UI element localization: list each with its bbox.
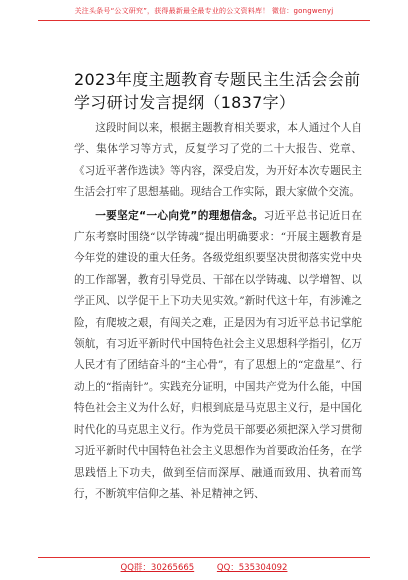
qq-group-link[interactable]: QQ群：30265665 [120, 563, 195, 573]
document-body [74, 118, 362, 505]
intro-paragraph: 这段时间以来，根据主题教育相关要求，本人通过个人自学、集体学习等方式，反复学习了党的二十大报告、党章、《习近平著作选读》等内容，深受启发，为开好本次专题民主生活会打牢了思想基础。现结合工作实际，跟大家做个交流。 [74, 122, 362, 199]
header-divider [38, 20, 370, 21]
section-1-paragraph [74, 206, 362, 506]
section-1-text: 习近平总书记近日在广东考察时围绕“以学铸魂”提出明确要求：“开展主题教育是今年党的建设的重大任务。各级党组织要坚决贯彻落实党中央的工作部署，教育引导党员、干部在以学铸魂、以学增智、以学正风、以学促干上下功夫见实效。”新时代这十年，有涉滩之险，有爬坡之艰，有闯关之难，正是因为有习近平总书记掌舵领航，有习近平新时代中国特色社会主义思想科学指引，亿万人民才有了团结奋斗的“主心骨”，有了思想上的“定盘星”、行动上的“指南针”。实践充分证明，中国共产党为什么能，中国特色社会主义为什么好，归根到底是马克思主义行，是中国化时代化的马克思主义行。作为党员干部要必须把深入学习贯彻习近平新时代中国特色社会主义思想作为首要政治任务，在学思践悟上下功夫，做到至信而深厚、融通而致用、执着而笃行，不断筑牢信仰之基、补足精神之钙、 [74, 209, 362, 500]
footer [0, 561, 408, 573]
section-1-heading: 一要坚定“一心向党”的理想信念。 [95, 209, 264, 222]
header-banner: 关注头条号“公文研究”，获得最新最全最专业的公文资料库！ 微信：gongwenyj [74, 7, 334, 15]
footer-divider [38, 557, 370, 558]
document-title: 2023年度主题教育专题民主生活会会前学习研讨发言提纲（1837字） [74, 70, 361, 112]
qq-link[interactable]: QQ：535304092 [216, 563, 288, 573]
